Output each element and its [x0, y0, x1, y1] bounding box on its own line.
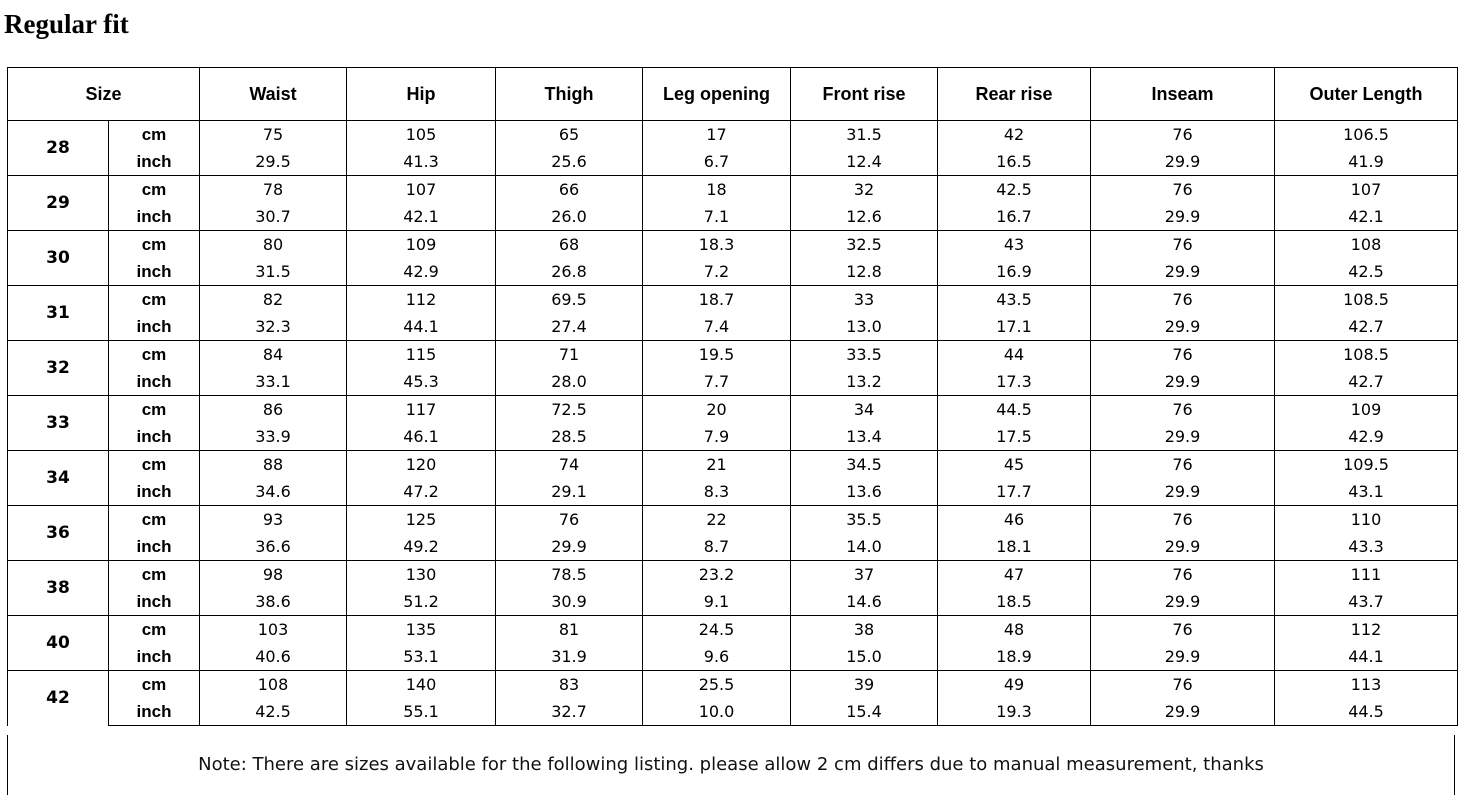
measurement-cell: 112: [347, 286, 496, 314]
measurement-cell: 33: [791, 286, 938, 314]
measurement-cell: 7.7: [643, 368, 791, 396]
measurement-cell: 140: [347, 671, 496, 699]
measurement-cell: 29.9: [1091, 643, 1275, 671]
measurement-cell: 8.3: [643, 478, 791, 506]
measurement-cell: 44.1: [347, 313, 496, 341]
measurement-cell: 9.1: [643, 588, 791, 616]
measurement-cell: 29.9: [1091, 203, 1275, 231]
unit-cell: cm: [109, 341, 200, 369]
measurement-cell: 108.5: [1275, 341, 1458, 369]
header-row: [8, 68, 1458, 121]
measurement-cell: 76: [1091, 176, 1275, 204]
table-row: [8, 698, 1458, 726]
measurement-cell: 42.5: [1275, 258, 1458, 286]
header-cell: Outer Length: [1275, 68, 1458, 121]
measurement-cell: 7.4: [643, 313, 791, 341]
measurement-cell: 93: [200, 506, 347, 534]
table-row: [8, 616, 1458, 644]
measurement-cell: 31.9: [496, 643, 643, 671]
measurement-cell: 17.7: [938, 478, 1091, 506]
measurement-cell: 17.5: [938, 423, 1091, 451]
measurement-cell: 6.7: [643, 148, 791, 176]
measurement-cell: 30.9: [496, 588, 643, 616]
measurement-cell: 21: [643, 451, 791, 479]
measurement-cell: 13.4: [791, 423, 938, 451]
measurement-cell: 44.5: [1275, 698, 1458, 726]
measurement-cell: 76: [1091, 286, 1275, 314]
measurement-cell: 25.6: [496, 148, 643, 176]
measurement-cell: 7.9: [643, 423, 791, 451]
measurement-cell: 17.1: [938, 313, 1091, 341]
measurement-cell: 105: [347, 121, 496, 149]
table-row: [8, 368, 1458, 396]
measurement-cell: 19.3: [938, 698, 1091, 726]
page-title: Regular fit: [4, 9, 129, 39]
measurement-cell: 8.7: [643, 533, 791, 561]
measurement-cell: 108: [1275, 231, 1458, 259]
measurement-cell: 41.3: [347, 148, 496, 176]
measurement-cell: 22: [643, 506, 791, 534]
measurement-cell: 42.9: [1275, 423, 1458, 451]
measurement-cell: 80: [200, 231, 347, 259]
measurement-cell: 29.9: [1091, 698, 1275, 726]
measurement-cell: 43.5: [938, 286, 1091, 314]
measurement-cell: 40.6: [200, 643, 347, 671]
header-cell: Hip: [347, 68, 496, 121]
measurement-cell: 31.5: [200, 258, 347, 286]
note-box: [7, 735, 1455, 795]
measurement-cell: 38: [791, 616, 938, 644]
measurement-cell: 43.1: [1275, 478, 1458, 506]
measurement-cell: 84: [200, 341, 347, 369]
measurement-cell: 82: [200, 286, 347, 314]
measurement-cell: 130: [347, 561, 496, 589]
measurement-cell: 25.5: [643, 671, 791, 699]
header-cell: Rear rise: [938, 68, 1091, 121]
unit-cell: inch: [109, 588, 200, 616]
measurement-cell: 29.9: [1091, 368, 1275, 396]
unit-cell: inch: [109, 368, 200, 396]
measurement-cell: 37: [791, 561, 938, 589]
unit-cell: cm: [109, 231, 200, 259]
measurement-cell: 18.5: [938, 588, 1091, 616]
measurement-cell: 66: [496, 176, 643, 204]
measurement-cell: 29.9: [1091, 423, 1275, 451]
measurement-cell: 47.2: [347, 478, 496, 506]
table-row: [8, 451, 1458, 479]
measurement-cell: 29.9: [1091, 313, 1275, 341]
measurement-cell: 20: [643, 396, 791, 424]
table-row: [8, 561, 1458, 589]
table-row: [8, 203, 1458, 231]
size-cell: 31: [8, 286, 109, 341]
unit-cell: cm: [109, 616, 200, 644]
header-cell: Thigh: [496, 68, 643, 121]
measurement-cell: 31.5: [791, 121, 938, 149]
unit-cell: cm: [109, 286, 200, 314]
table-row: [8, 671, 1458, 699]
measurement-cell: 13.2: [791, 368, 938, 396]
measurement-cell: 39: [791, 671, 938, 699]
measurement-cell: 107: [347, 176, 496, 204]
header-cell: Size: [8, 68, 200, 121]
measurement-cell: 32.3: [200, 313, 347, 341]
measurement-cell: 81: [496, 616, 643, 644]
measurement-cell: 38.6: [200, 588, 347, 616]
measurement-cell: 32: [791, 176, 938, 204]
measurement-cell: 76: [1091, 671, 1275, 699]
header-cell: Front rise: [791, 68, 938, 121]
measurement-cell: 106.5: [1275, 121, 1458, 149]
measurement-cell: 34: [791, 396, 938, 424]
measurement-cell: 7.2: [643, 258, 791, 286]
table-row: [8, 176, 1458, 204]
measurement-cell: 15.4: [791, 698, 938, 726]
measurement-cell: 76: [496, 506, 643, 534]
measurement-cell: 29.9: [1091, 258, 1275, 286]
measurement-cell: 18.7: [643, 286, 791, 314]
size-cell: 29: [8, 176, 109, 231]
measurement-cell: 78: [200, 176, 347, 204]
measurement-cell: 29.9: [1091, 533, 1275, 561]
header-cell: Inseam: [1091, 68, 1275, 121]
measurement-cell: 14.0: [791, 533, 938, 561]
measurement-cell: 98: [200, 561, 347, 589]
size-chart-body: [8, 121, 1458, 726]
measurement-cell: 34.5: [791, 451, 938, 479]
measurement-cell: 108: [200, 671, 347, 699]
table-row: [8, 231, 1458, 259]
table-row: [8, 506, 1458, 534]
measurement-cell: 44.1: [1275, 643, 1458, 671]
measurement-cell: 55.1: [347, 698, 496, 726]
table-row: [8, 148, 1458, 176]
unit-cell: cm: [109, 506, 200, 534]
unit-cell: inch: [109, 258, 200, 286]
measurement-cell: 42.7: [1275, 313, 1458, 341]
measurement-cell: 76: [1091, 451, 1275, 479]
table-row: [8, 286, 1458, 314]
measurement-cell: 46.1: [347, 423, 496, 451]
measurement-cell: 110: [1275, 506, 1458, 534]
header-cell: Waist: [200, 68, 347, 121]
measurement-cell: 42.7: [1275, 368, 1458, 396]
header-cell: Leg opening: [643, 68, 791, 121]
measurement-cell: 43.3: [1275, 533, 1458, 561]
measurement-cell: 12.6: [791, 203, 938, 231]
measurement-cell: 29.9: [1091, 478, 1275, 506]
measurement-cell: 35.5: [791, 506, 938, 534]
measurement-cell: 42: [938, 121, 1091, 149]
measurement-cell: 12.8: [791, 258, 938, 286]
measurement-cell: 29.1: [496, 478, 643, 506]
measurement-cell: 24.5: [643, 616, 791, 644]
measurement-cell: 88: [200, 451, 347, 479]
table-row: [8, 258, 1458, 286]
measurement-cell: 120: [347, 451, 496, 479]
measurement-cell: 44.5: [938, 396, 1091, 424]
measurement-cell: 76: [1091, 506, 1275, 534]
measurement-cell: 46: [938, 506, 1091, 534]
unit-cell: inch: [109, 313, 200, 341]
measurement-cell: 32.7: [496, 698, 643, 726]
measurement-cell: 18.3: [643, 231, 791, 259]
measurement-cell: 42.1: [347, 203, 496, 231]
measurement-cell: 43.7: [1275, 588, 1458, 616]
unit-cell: inch: [109, 423, 200, 451]
measurement-cell: 135: [347, 616, 496, 644]
measurement-cell: 12.4: [791, 148, 938, 176]
measurement-cell: 30.7: [200, 203, 347, 231]
unit-cell: inch: [109, 203, 200, 231]
measurement-cell: 53.1: [347, 643, 496, 671]
measurement-cell: 28.0: [496, 368, 643, 396]
unit-cell: inch: [109, 643, 200, 671]
measurement-cell: 29.9: [1091, 588, 1275, 616]
measurement-cell: 26.8: [496, 258, 643, 286]
measurement-cell: 16.5: [938, 148, 1091, 176]
measurement-cell: 109: [347, 231, 496, 259]
table-row: [8, 533, 1458, 561]
unit-cell: cm: [109, 561, 200, 589]
measurement-cell: 14.6: [791, 588, 938, 616]
size-cell: 32: [8, 341, 109, 396]
measurement-cell: 36.6: [200, 533, 347, 561]
measurement-cell: 65: [496, 121, 643, 149]
table-row: [8, 588, 1458, 616]
measurement-cell: 49.2: [347, 533, 496, 561]
note-text: Note: There are sizes available for the following listing. please allow 2 cm differs due to manual measurement, thanks: [198, 754, 1264, 775]
measurement-cell: 19.5: [643, 341, 791, 369]
measurement-cell: 113: [1275, 671, 1458, 699]
measurement-cell: 47: [938, 561, 1091, 589]
measurement-cell: 28.5: [496, 423, 643, 451]
measurement-cell: 108.5: [1275, 286, 1458, 314]
measurement-cell: 41.9: [1275, 148, 1458, 176]
measurement-cell: 72.5: [496, 396, 643, 424]
unit-cell: cm: [109, 176, 200, 204]
unit-cell: inch: [109, 533, 200, 561]
measurement-cell: 17: [643, 121, 791, 149]
measurement-cell: 26.0: [496, 203, 643, 231]
measurement-cell: 115: [347, 341, 496, 369]
measurement-cell: 43: [938, 231, 1091, 259]
measurement-cell: 9.6: [643, 643, 791, 671]
measurement-cell: 76: [1091, 616, 1275, 644]
measurement-cell: 86: [200, 396, 347, 424]
measurement-cell: 107: [1275, 176, 1458, 204]
unit-cell: inch: [109, 698, 200, 726]
measurement-cell: 49: [938, 671, 1091, 699]
measurement-cell: 111: [1275, 561, 1458, 589]
measurement-cell: 68: [496, 231, 643, 259]
measurement-cell: 83: [496, 671, 643, 699]
measurement-cell: 34.6: [200, 478, 347, 506]
measurement-cell: 13.0: [791, 313, 938, 341]
size-cell: 42: [8, 671, 109, 726]
measurement-cell: 17.3: [938, 368, 1091, 396]
table-row: [8, 313, 1458, 341]
measurement-cell: 32.5: [791, 231, 938, 259]
table-row: [8, 423, 1458, 451]
measurement-cell: 78.5: [496, 561, 643, 589]
measurement-cell: 109.5: [1275, 451, 1458, 479]
size-chart-table: [7, 67, 1458, 726]
measurement-cell: 117: [347, 396, 496, 424]
measurement-cell: 29.9: [496, 533, 643, 561]
measurement-cell: 71: [496, 341, 643, 369]
measurement-cell: 76: [1091, 341, 1275, 369]
size-cell: 33: [8, 396, 109, 451]
size-cell: 40: [8, 616, 109, 671]
unit-cell: inch: [109, 478, 200, 506]
table-row: [8, 121, 1458, 149]
measurement-cell: 42.5: [200, 698, 347, 726]
measurement-cell: 125: [347, 506, 496, 534]
measurement-cell: 103: [200, 616, 347, 644]
measurement-cell: 42.1: [1275, 203, 1458, 231]
measurement-cell: 75: [200, 121, 347, 149]
size-cell: 34: [8, 451, 109, 506]
measurement-cell: 29.9: [1091, 148, 1275, 176]
measurement-cell: 42.9: [347, 258, 496, 286]
measurement-cell: 33.5: [791, 341, 938, 369]
measurement-cell: 10.0: [643, 698, 791, 726]
measurement-cell: 16.7: [938, 203, 1091, 231]
measurement-cell: 45: [938, 451, 1091, 479]
measurement-cell: 48: [938, 616, 1091, 644]
table-row: [8, 341, 1458, 369]
measurement-cell: 15.0: [791, 643, 938, 671]
measurement-cell: 76: [1091, 121, 1275, 149]
measurement-cell: 16.9: [938, 258, 1091, 286]
table-row: [8, 643, 1458, 671]
measurement-cell: 29.5: [200, 148, 347, 176]
unit-cell: cm: [109, 451, 200, 479]
measurement-cell: 18: [643, 176, 791, 204]
unit-cell: cm: [109, 671, 200, 699]
unit-cell: cm: [109, 121, 200, 149]
measurement-cell: 18.1: [938, 533, 1091, 561]
measurement-cell: 18.9: [938, 643, 1091, 671]
measurement-cell: 76: [1091, 561, 1275, 589]
unit-cell: cm: [109, 396, 200, 424]
measurement-cell: 42.5: [938, 176, 1091, 204]
measurement-cell: 76: [1091, 231, 1275, 259]
table-row: [8, 396, 1458, 424]
measurement-cell: 112: [1275, 616, 1458, 644]
size-cell: 38: [8, 561, 109, 616]
size-cell: 30: [8, 231, 109, 286]
measurement-cell: 45.3: [347, 368, 496, 396]
size-cell: 36: [8, 506, 109, 561]
measurement-cell: 27.4: [496, 313, 643, 341]
unit-cell: inch: [109, 148, 200, 176]
measurement-cell: 44: [938, 341, 1091, 369]
measurement-cell: 7.1: [643, 203, 791, 231]
measurement-cell: 69.5: [496, 286, 643, 314]
measurement-cell: 13.6: [791, 478, 938, 506]
measurement-cell: 23.2: [643, 561, 791, 589]
table-row: [8, 478, 1458, 506]
size-cell: 28: [8, 121, 109, 176]
measurement-cell: 33.9: [200, 423, 347, 451]
measurement-cell: 109: [1275, 396, 1458, 424]
measurement-cell: 33.1: [200, 368, 347, 396]
measurement-cell: 76: [1091, 396, 1275, 424]
measurement-cell: 74: [496, 451, 643, 479]
measurement-cell: 51.2: [347, 588, 496, 616]
